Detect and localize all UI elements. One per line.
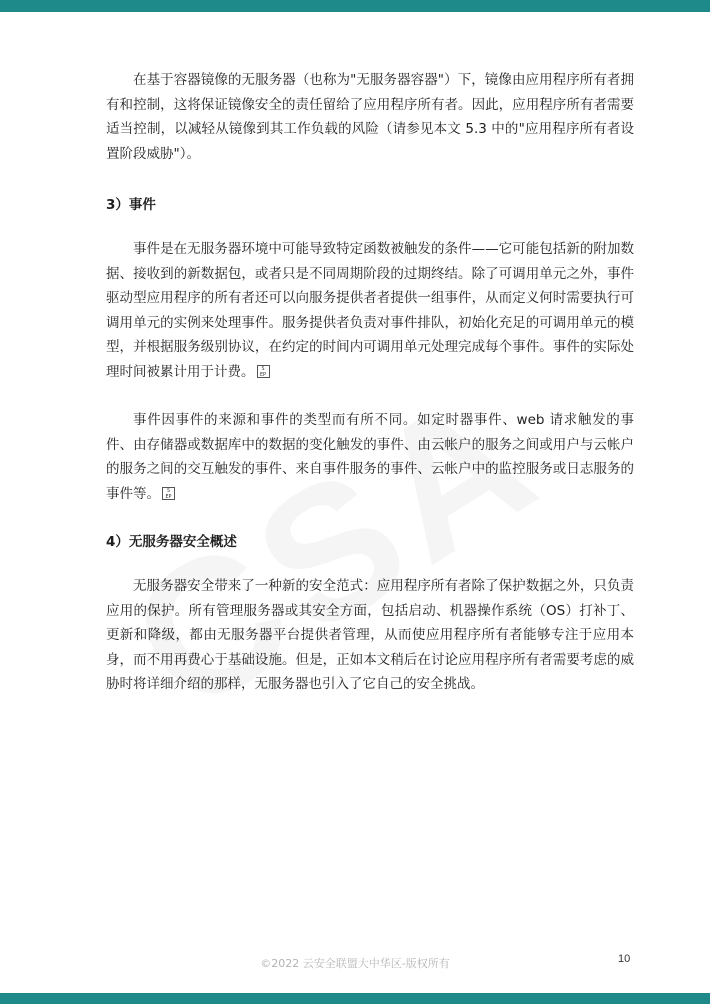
sep-symbol-icon: S EP bbox=[257, 365, 270, 378]
paragraph-text: 无服务器安全带来了一种新的安全范式：应用程序所有者除了保护数据之外，只负责应用的保护。所有管理服务器或其安全方面，包括启动、机器操作系统（OS）打补丁、更新和降级，都由无服务器平台提供者管理，从而使应用程序所有者能够专注于应用本身，而不用再费心于基础设施。但是，正如本文稍后在讨论应用程序所有者需要考虑的威胁时将详细介绍的那样，无服务器也引入了它自己的安全挑战。 bbox=[106, 578, 634, 692]
paragraph-text: 事件是在无服务器环境中可能导致特定函数被触发的条件——它可能包括新的附加数据、接收到的新数据包，或者只是不同周期阶段的过期终结。除了可调用单元之外，事件驱动型应用程序的所有者还可以向服务提供者者提供一组事件，从而定义何时需要执行可调用单元的实例来处理事件。服务提供者负责对事件排队，初始化充足的可调用单元的模型，并根据服务级别协议，在约定的时间内可调用单元处理完成每个事件。事件的实际处理时间被累计用于计费。 bbox=[106, 241, 634, 380]
bottom-accent-bar bbox=[0, 993, 710, 1004]
heading-events: 3）事件 bbox=[106, 197, 156, 213]
sep-symbol-icon: S EP bbox=[162, 487, 175, 500]
paragraph-text: 事件因事件的来源和事件的类型而有所不同。如定时器事件、web 请求触发的事件、由存储器或数据库中的数据的变化触发的事件、由云帐户的服务之间或用户与云帐户的服务之间的交互触发的事件、来自事件服务的事件、云帐户中的监控服务或日志服务的事件等。 bbox=[106, 412, 634, 502]
paragraph-container-image-serverless bbox=[106, 68, 634, 166]
top-accent-bar bbox=[0, 0, 710, 12]
document-body bbox=[106, 68, 634, 697]
heading-serverless-security-overview: 4）无服务器安全概述 bbox=[106, 534, 237, 550]
paragraph-serverless-security bbox=[106, 574, 634, 697]
paragraph-events-definition bbox=[106, 237, 634, 384]
paragraph-text: 在基于容器镜像的无服务器（也称为"无服务器容器"）下，镜像由应用程序所有者拥有和控制，这将保证镜像安全的责任留给了应用程序所有者。因此，应用程序所有者需要适当控制，以减轻从镜像到其工作负载的风险（请参见本文 5.3 中的"应用程序所有者设置阶段威胁"）。 bbox=[106, 72, 634, 162]
footer-copyright: ©2022 云安全联盟大中华区-版权所有 bbox=[260, 957, 450, 970]
paragraph-events-types bbox=[106, 408, 634, 506]
page-number: 10 bbox=[618, 953, 631, 965]
